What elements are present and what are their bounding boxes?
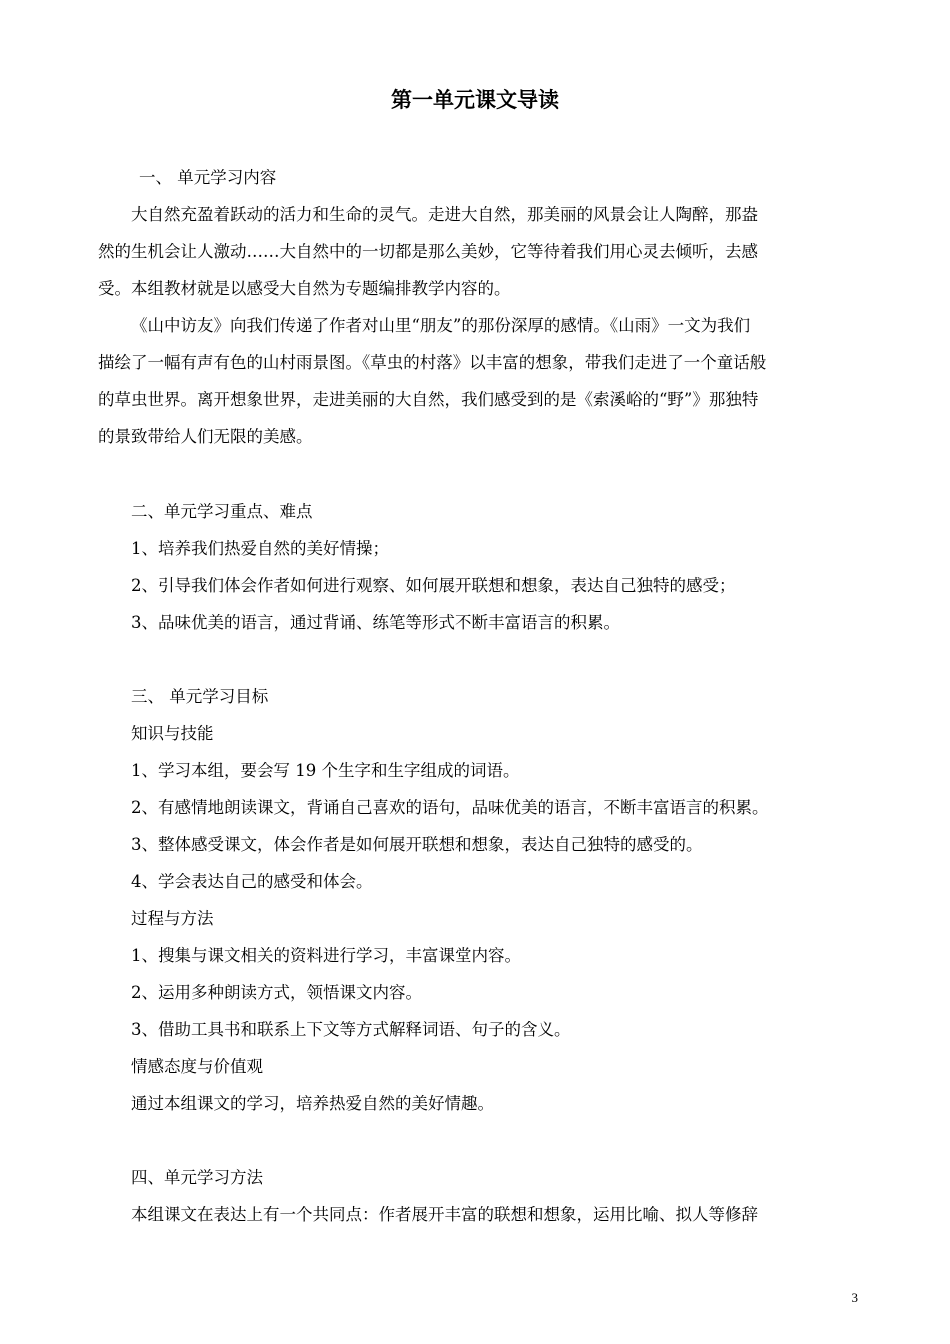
section-3-subheading-attitude: 情感态度与价值观: [131, 1057, 263, 1076]
section-1-paragraph-2-line-3: 的草虫世界。离开想象世界，走进美丽的大自然，我们感受到的是《索溪峪的“野”》那独特: [98, 390, 759, 409]
section-3-knowledge-item-4: 4、学会表达自己的感受和体会。: [131, 872, 373, 891]
section-4-heading: 四、单元学习方法: [131, 1168, 263, 1187]
section-3-knowledge-item-1: 1、学习本组，要会写 19 个生字和生字组成的词语。: [131, 761, 520, 780]
section-1-paragraph-1-line-3: 受。本组教材就是以感受大自然为专题编排教学内容的。: [98, 279, 511, 298]
section-2-item-2: 2、引导我们体会作者如何进行观察、如何展开联想和想象，表达自己独特的感受；: [131, 576, 736, 595]
section-3-heading: 三、 单元学习目标: [131, 687, 269, 706]
section-1-paragraph-2-line-1: 《山中访友》向我们传递了作者对山里“朋友”的那份深厚的感情。《山雨》一文为我们: [131, 316, 751, 335]
section-4-text: 本组课文在表达上有一个共同点：作者展开丰富的联想和想象，运用比喻、拟人等修辞: [131, 1205, 758, 1224]
section-2-item-3: 3、品味优美的语言，通过背诵、练笔等形式不断丰富语言的积累。: [131, 613, 620, 632]
section-1-paragraph-1-line-2: 然的生机会让人激动……大自然中的一切都是那么美妙，它等待着我们用心灵去倾听，去感: [98, 242, 758, 261]
section-2-heading: 二、单元学习重点、难点: [131, 502, 313, 521]
section-1-paragraph-2-line-4: 的景致带给人们无限的美感。: [98, 427, 313, 446]
section-3-process-item-1: 1、搜集与课文相关的资料进行学习，丰富课堂内容。: [131, 946, 521, 965]
section-1-paragraph-2-line-2: 描绘了一幅有声有色的山村雨景图。《草虫的村落》以丰富的想象，带我们走进了一个童话般: [98, 353, 767, 372]
section-1-heading: 一、 单元学习内容: [139, 168, 277, 187]
section-3-process-item-2: 2、运用多种朗读方式，领悟课文内容。: [131, 983, 422, 1002]
page-title: 第一单元课文导读: [391, 88, 559, 112]
section-3-knowledge-item-3: 3、整体感受课文，体会作者是如何展开联想和想象，表达自己独特的感受的。: [131, 835, 703, 854]
section-3-subheading-process: 过程与方法: [131, 909, 214, 928]
section-3-subheading-knowledge: 知识与技能: [131, 724, 214, 743]
page-number: 3: [851, 1290, 858, 1305]
section-2-item-1: 1、培养我们热爱自然的美好情操；: [131, 539, 389, 558]
section-3-attitude-text: 通过本组课文的学习，培养热爱自然的美好情趣。: [131, 1094, 494, 1113]
section-3-knowledge-item-2: 2、有感情地朗读课文，背诵自己喜欢的语句，品味优美的语言，不断丰富语言的积累。: [131, 798, 769, 817]
section-1-paragraph-1-line-1: 大自然充盈着跃动的活力和生命的灵气。走进大自然，那美丽的风景会让人陶醉，那盎: [131, 205, 758, 224]
section-3-process-item-3: 3、借助工具书和联系上下文等方式解释词语、句子的含义。: [131, 1020, 571, 1039]
